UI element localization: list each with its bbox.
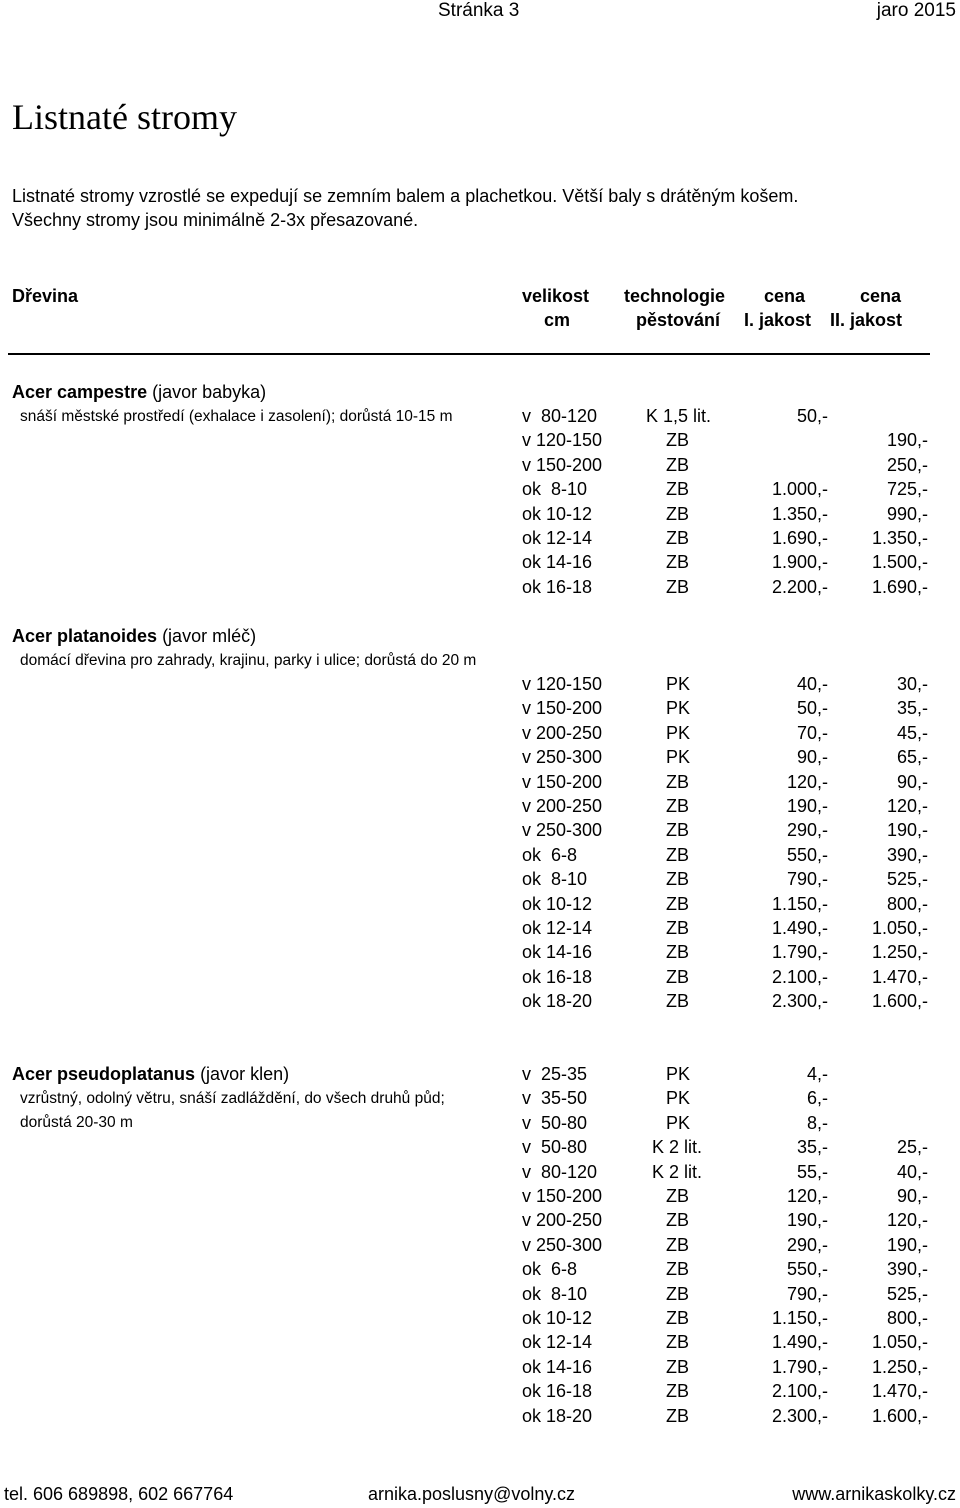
size-cell: v 80-120 xyxy=(522,406,598,426)
price1-cell: 550,- xyxy=(786,844,828,865)
price2-cell: 1.250,- xyxy=(871,1356,928,1377)
size-cell: ok 10-12 xyxy=(522,893,593,914)
size-cell: v 35-50 xyxy=(522,1088,588,1109)
price1-cell: 2.100,- xyxy=(771,1381,828,1402)
price1-cell: 35,- xyxy=(796,1137,828,1158)
size-cell: ok 16-18 xyxy=(522,576,593,597)
price2-cell: 1.690,- xyxy=(871,576,928,597)
price2-cell: 1.470,- xyxy=(871,1381,928,1402)
price1-cell: 50,- xyxy=(796,406,828,426)
price2-cell: 390,- xyxy=(886,844,928,865)
price1-cell: 40,- xyxy=(796,674,828,694)
intro-line-2: Všechny stromy jsou minimálně 2-3x přesazované. xyxy=(12,210,419,230)
footer-phone: tel. 606 689898, 602 667764 xyxy=(4,1484,234,1504)
size-cell: ok 16-18 xyxy=(522,1381,593,1402)
tech-cell: ZB xyxy=(666,771,690,792)
species-name-acer-platanoides: Acer platanoides (javor mléč) xyxy=(12,626,257,646)
tech-cell: ZB xyxy=(666,942,690,963)
size-cell: ok 18-20 xyxy=(522,1405,593,1426)
price1-cell: 1.690,- xyxy=(771,528,828,548)
tech-cell: PK xyxy=(666,1088,691,1109)
size-cell: v 120-150 xyxy=(522,674,603,694)
price2-cell: 1.350,- xyxy=(871,528,928,548)
species-desc-acer-pseudoplatanus-1: vzrůstný, odolný větru, snáší zadláždění, do všech druhů půd; xyxy=(20,1090,445,1107)
price2-cell: 190,- xyxy=(886,430,928,451)
size-cell: ok 14-16 xyxy=(522,1356,593,1377)
tech-cell: ZB xyxy=(666,918,690,938)
price1-cell: 1.150,- xyxy=(771,1308,828,1328)
tech-cell: ZB xyxy=(666,869,690,890)
tech-cell: ZB xyxy=(666,454,690,475)
species-desc-acer-platanoides: domácí dřevina pro zahrady, krajinu, parky i ulice; dorůstá do 20 m xyxy=(20,652,477,669)
price2-cell: 90,- xyxy=(896,771,928,792)
tech-cell: ZB xyxy=(666,430,690,451)
tech-cell: PK xyxy=(666,1064,691,1084)
tech-cell: PK xyxy=(666,722,691,743)
price1-cell: 1.790,- xyxy=(771,942,828,963)
tech-cell: ZB xyxy=(666,528,690,548)
price2-cell: 725,- xyxy=(886,479,928,500)
col-tech: technologie xyxy=(624,286,726,306)
size-cell: v 250-300 xyxy=(522,820,603,841)
size-cell: v 150-200 xyxy=(522,771,603,792)
tech-cell: K 2 lit. xyxy=(652,1137,703,1158)
tech-cell: ZB xyxy=(666,1283,690,1304)
size-cell: ok 10-12 xyxy=(522,1308,593,1328)
tech-cell: ZB xyxy=(666,844,690,865)
price1-cell: 790,- xyxy=(786,869,828,890)
price1-cell: 550,- xyxy=(786,1259,828,1280)
size-cell: v 50-80 xyxy=(522,1112,588,1133)
tech-cell: ZB xyxy=(666,1381,690,1402)
price2-cell: 35,- xyxy=(896,698,928,719)
price2-cell: 30,- xyxy=(896,674,928,694)
species-name-acer-pseudoplatanus: Acer pseudoplatanus (javor klen) xyxy=(12,1064,290,1084)
tech-cell: ZB xyxy=(666,503,690,524)
tech-cell: ZB xyxy=(666,1210,690,1231)
size-cell: v 80-120 xyxy=(522,1161,598,1182)
tech-cell: ZB xyxy=(666,796,690,816)
tech-cell: ZB xyxy=(666,893,690,914)
footer-email[interactable]: arnika.poslusny@volny.cz xyxy=(368,1484,576,1504)
price2-cell: 1.250,- xyxy=(871,942,928,963)
species-name-acer-campestre: Acer campestre (javor babyka) xyxy=(12,382,267,402)
tech-cell: ZB xyxy=(666,1234,690,1255)
size-cell: ok 12-14 xyxy=(522,528,593,548)
price1-cell: 290,- xyxy=(786,1234,828,1255)
price1-cell: 55,- xyxy=(796,1161,828,1182)
col-price2-sub: II. jakost xyxy=(830,310,903,330)
size-cell: ok 18-20 xyxy=(522,991,593,1012)
price2-cell: 120,- xyxy=(886,1210,928,1231)
size-cell: v 150-200 xyxy=(522,698,603,719)
price2-cell: 525,- xyxy=(886,1283,928,1304)
price1-cell: 1.150,- xyxy=(771,893,828,914)
price2-cell: 1.050,- xyxy=(871,918,928,938)
price1-cell: 1.900,- xyxy=(771,552,828,573)
size-cell: ok 12-14 xyxy=(522,918,593,938)
price2-cell: 1.470,- xyxy=(871,966,928,987)
tech-cell: ZB xyxy=(666,1259,690,1280)
tech-cell: PK xyxy=(666,747,691,768)
size-cell: ok 8-10 xyxy=(522,479,588,500)
tech-cell: ZB xyxy=(666,820,690,841)
season-label: jaro 2015 xyxy=(876,0,956,21)
size-cell: ok 12-14 xyxy=(522,1332,593,1353)
price1-cell: 1.000,- xyxy=(771,479,828,500)
col-size: velikost xyxy=(522,286,590,306)
price1-cell: 2.100,- xyxy=(771,966,828,987)
tech-cell: ZB xyxy=(666,1186,690,1206)
tech-cell: ZB xyxy=(666,552,690,573)
size-cell: v 250-300 xyxy=(522,1234,603,1255)
size-cell: ok 14-16 xyxy=(522,942,593,963)
size-cell: v 25-35 xyxy=(522,1064,588,1084)
price1-cell: 1.790,- xyxy=(771,1356,828,1377)
col-price2: cena xyxy=(860,286,902,306)
price2-cell: 90,- xyxy=(896,1186,928,1206)
size-cell: ok 8-10 xyxy=(522,1283,588,1304)
price2-cell: 45,- xyxy=(896,722,928,743)
size-cell: v 150-200 xyxy=(522,454,603,475)
tech-cell: ZB xyxy=(666,1405,690,1426)
price1-cell: 70,- xyxy=(796,722,828,743)
size-cell: v 120-150 xyxy=(522,430,603,451)
tech-cell: ZB xyxy=(666,576,690,597)
price2-cell: 1.600,- xyxy=(871,1405,928,1426)
price2-cell: 250,- xyxy=(886,454,928,475)
price1-cell: 2.300,- xyxy=(771,1405,828,1426)
price2-cell: 990,- xyxy=(886,503,928,524)
footer-web[interactable]: www.arnikaskolky.cz xyxy=(792,1484,956,1504)
price1-cell: 90,- xyxy=(796,747,828,768)
price1-cell: 290,- xyxy=(786,820,828,841)
price2-cell: 1.500,- xyxy=(871,552,928,573)
tech-cell: PK xyxy=(666,674,691,694)
col-species: Dřevina xyxy=(12,286,79,306)
tech-cell: PK xyxy=(666,698,691,719)
size-cell: v 200-250 xyxy=(522,1210,603,1231)
price1-cell: 1.490,- xyxy=(771,1332,828,1353)
price1-cell: 8,- xyxy=(806,1112,828,1133)
price1-cell: 1.490,- xyxy=(771,918,828,938)
price2-cell: 800,- xyxy=(886,893,928,914)
size-cell: ok 6-8 xyxy=(522,1259,578,1280)
price1-cell: 120,- xyxy=(786,771,828,792)
price2-cell: 390,- xyxy=(886,1259,928,1280)
price2-cell: 1.600,- xyxy=(871,991,928,1012)
page-title: Listnaté stromy xyxy=(12,97,237,137)
tech-cell: K 1,5 lit. xyxy=(646,406,712,426)
intro-line-1: Listnaté stromy vzrostlé se expedují se zemním balem a plachetkou. Větší baly s drátěným košem. xyxy=(12,186,799,206)
price1-cell: 2.300,- xyxy=(771,991,828,1012)
species-desc-acer-campestre: snáší městské prostředí (exhalace i zasolení); dorůstá 10-15 m xyxy=(20,408,453,425)
price1-cell: 190,- xyxy=(786,796,828,816)
size-cell: v 250-300 xyxy=(522,747,603,768)
size-cell: v 200-250 xyxy=(522,722,603,743)
price2-cell: 525,- xyxy=(886,869,928,890)
price1-cell: 120,- xyxy=(786,1186,828,1206)
price1-cell: 1.350,- xyxy=(771,503,828,524)
page-number: Stránka 3 xyxy=(438,0,520,21)
size-cell: ok 6-8 xyxy=(522,844,578,865)
tech-cell: ZB xyxy=(666,966,690,987)
size-cell: ok 8-10 xyxy=(522,869,588,890)
price2-cell: 1.050,- xyxy=(871,1332,928,1353)
price2-cell: 25,- xyxy=(896,1137,928,1158)
size-cell: ok 14-16 xyxy=(522,552,593,573)
price1-cell: 790,- xyxy=(786,1283,828,1304)
tech-cell: K 2 lit. xyxy=(652,1161,703,1182)
tech-cell: ZB xyxy=(666,1332,690,1353)
price1-cell: 190,- xyxy=(786,1210,828,1231)
price1-cell: 6,- xyxy=(806,1088,828,1109)
tech-cell: ZB xyxy=(666,1308,690,1328)
price2-cell: 40,- xyxy=(896,1161,928,1182)
col-tech-sub: pěstování xyxy=(636,310,721,330)
col-size-unit: cm xyxy=(544,310,571,330)
tech-cell: ZB xyxy=(666,991,690,1012)
price1-cell: 2.200,- xyxy=(771,576,828,597)
tech-cell: ZB xyxy=(666,1356,690,1377)
price2-cell: 120,- xyxy=(886,796,928,816)
size-cell: ok 10-12 xyxy=(522,503,593,524)
header-rule xyxy=(8,353,930,355)
size-cell: v 200-250 xyxy=(522,796,603,816)
size-cell: ok 16-18 xyxy=(522,966,593,987)
price2-cell: 800,- xyxy=(886,1308,928,1328)
tech-cell: ZB xyxy=(666,479,690,500)
price1-cell: 4,- xyxy=(806,1064,828,1084)
price2-cell: 190,- xyxy=(886,820,928,841)
size-cell: v 50-80 xyxy=(522,1137,588,1158)
price2-cell: 190,- xyxy=(886,1234,928,1255)
col-price1-sub: I. jakost xyxy=(744,310,812,330)
price2-cell: 65,- xyxy=(896,747,928,768)
col-price1: cena xyxy=(764,286,806,306)
tech-cell: PK xyxy=(666,1112,691,1133)
size-cell: v 150-200 xyxy=(522,1186,603,1206)
price1-cell: 50,- xyxy=(796,698,828,719)
species-desc-acer-pseudoplatanus-2: dorůstá 20-30 m xyxy=(20,1114,133,1131)
